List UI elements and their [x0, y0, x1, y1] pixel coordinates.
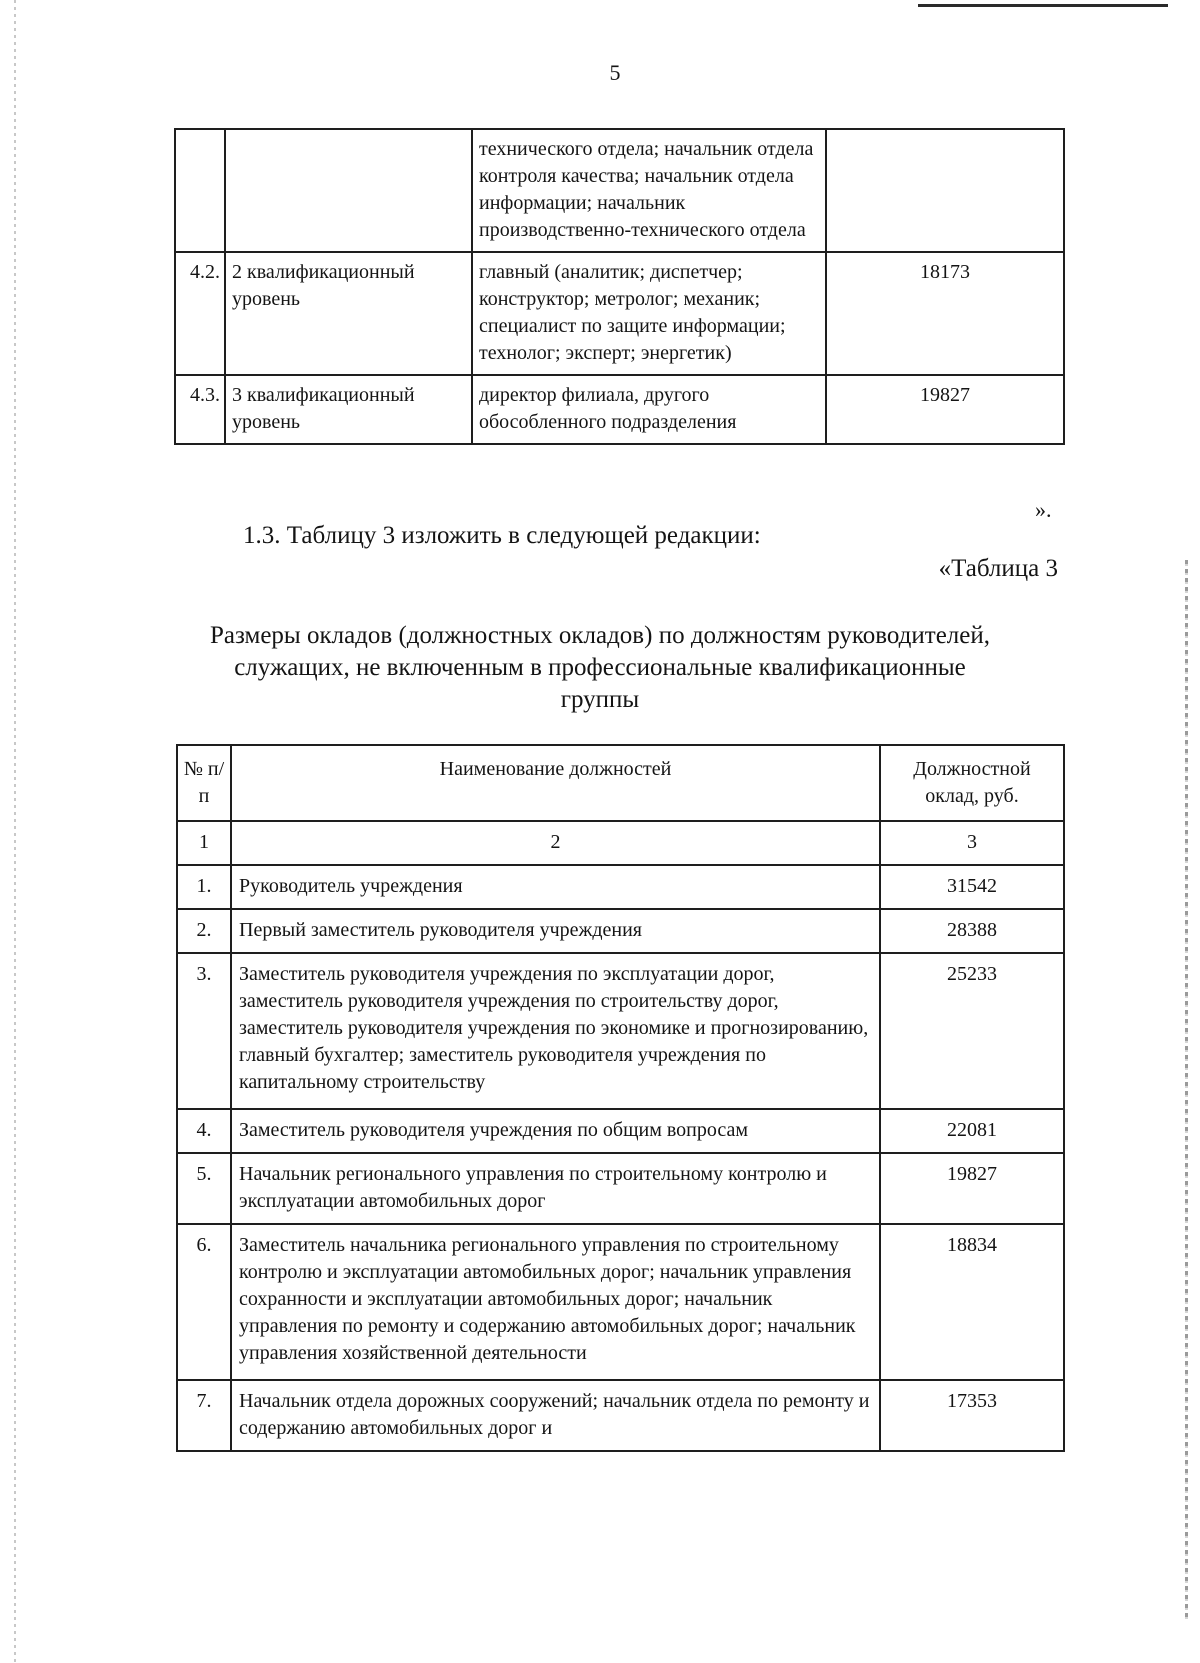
table-row [177, 1153, 1064, 1224]
salary-cell: 18834 [880, 1224, 1064, 1380]
table-row [175, 252, 1064, 375]
table-row [175, 375, 1064, 444]
salary-table [176, 744, 1065, 1452]
table-header-row [177, 745, 1064, 821]
table-row [175, 129, 1064, 252]
position-name: Первый заместитель руководителя учреждения [231, 909, 880, 953]
row-number: 7. [177, 1380, 231, 1451]
qualification-level: 2 квалификационный уровень [225, 252, 472, 375]
header-salary: Должностной оклад, руб. [880, 745, 1064, 821]
qualification-level: 3 квалификационный уровень [225, 375, 472, 444]
instruction-paragraph: 1.3. Таблицу 3 изложить в следующей редакции: [243, 522, 761, 549]
table-row [177, 1109, 1064, 1153]
column-number-2: 2 [231, 821, 880, 865]
position-name: Руководитель учреждения [231, 865, 880, 909]
scan-edge-top [918, 4, 1168, 7]
table-row [177, 953, 1064, 1109]
closing-quote: ». [1035, 497, 1052, 522]
salary-cell: 18173 [826, 252, 1064, 375]
position-name: Начальник отдела дорожных сооружений; начальник отдела по ремонту и содержанию автомобильных дорог и [231, 1380, 880, 1451]
salary-cell: 19827 [880, 1153, 1064, 1224]
header-name: Наименование должностей [231, 745, 880, 821]
qualification-level [225, 129, 472, 252]
salary-cell: 28388 [880, 909, 1064, 953]
table-row [177, 1380, 1064, 1451]
positions-cell: главный (аналитик; диспетчер; конструктор; метролог; механик; специалист по защите информации; технолог; эксперт; энергетик) [472, 252, 826, 375]
position-name: Начальник регионального управления по строительному контролю и эксплуатации автомобильных дорог [231, 1153, 880, 1224]
salary-cell: 17353 [880, 1380, 1064, 1451]
salary-cell [826, 129, 1064, 252]
position-name: Заместитель руководителя учреждения по общим вопросам [231, 1109, 880, 1153]
table-label: «Таблица 3 [938, 555, 1058, 582]
positions-cell: технического отдела; начальник отдела контроля качества; начальник отдела информации; начальник производственно-технического отдела [472, 129, 826, 252]
scan-edge-left [14, 0, 16, 1663]
salary-cell: 22081 [880, 1109, 1064, 1153]
table-row [177, 865, 1064, 909]
position-name: Заместитель руководителя учреждения по эксплуатации дорог, заместитель руководителя учреждения по строительству дорог, заместитель руководителя учреждения по экономике и прогнозированию, главный бухгалтер; заместитель руководителя учреждения по капитальному строительству [231, 953, 880, 1109]
header-number: № п/п [177, 745, 231, 821]
table-row [177, 1224, 1064, 1380]
column-number-1: 1 [177, 821, 231, 865]
row-number: 4.2. [175, 252, 225, 375]
position-name: Заместитель начальника регионального управления по строительному контролю и эксплуатации автомобильных дорог; начальник управления сохранности и эксплуатации автомобильных дорог; начальник управления по ремонту и содержанию автомобильных дорог; начальник управления хозяйственной деятельности [231, 1224, 880, 1380]
salary-cell: 25233 [880, 953, 1064, 1109]
row-number: 5. [177, 1153, 231, 1224]
page-number: 5 [609, 60, 621, 85]
row-number: 6. [177, 1224, 231, 1380]
table-row [177, 909, 1064, 953]
column-number-row [177, 821, 1064, 865]
row-number: 2. [177, 909, 231, 953]
salary-cell: 19827 [826, 375, 1064, 444]
row-number: 1. [177, 865, 231, 909]
row-number: 4.3. [175, 375, 225, 444]
column-number-3: 3 [880, 821, 1064, 865]
row-number [175, 129, 225, 252]
salary-cell: 31542 [880, 865, 1064, 909]
scan-edge-right [1185, 560, 1188, 1620]
row-number: 3. [177, 953, 231, 1109]
positions-cell: директор филиала, другого обособленного подразделения [472, 375, 826, 444]
table-title: Размеры окладов (должностных окладов) по должностям руководителей, служащих, не включенным в профессиональные квалификационные группы [209, 622, 991, 713]
row-number: 4. [177, 1109, 231, 1153]
continued-table [174, 128, 1065, 445]
